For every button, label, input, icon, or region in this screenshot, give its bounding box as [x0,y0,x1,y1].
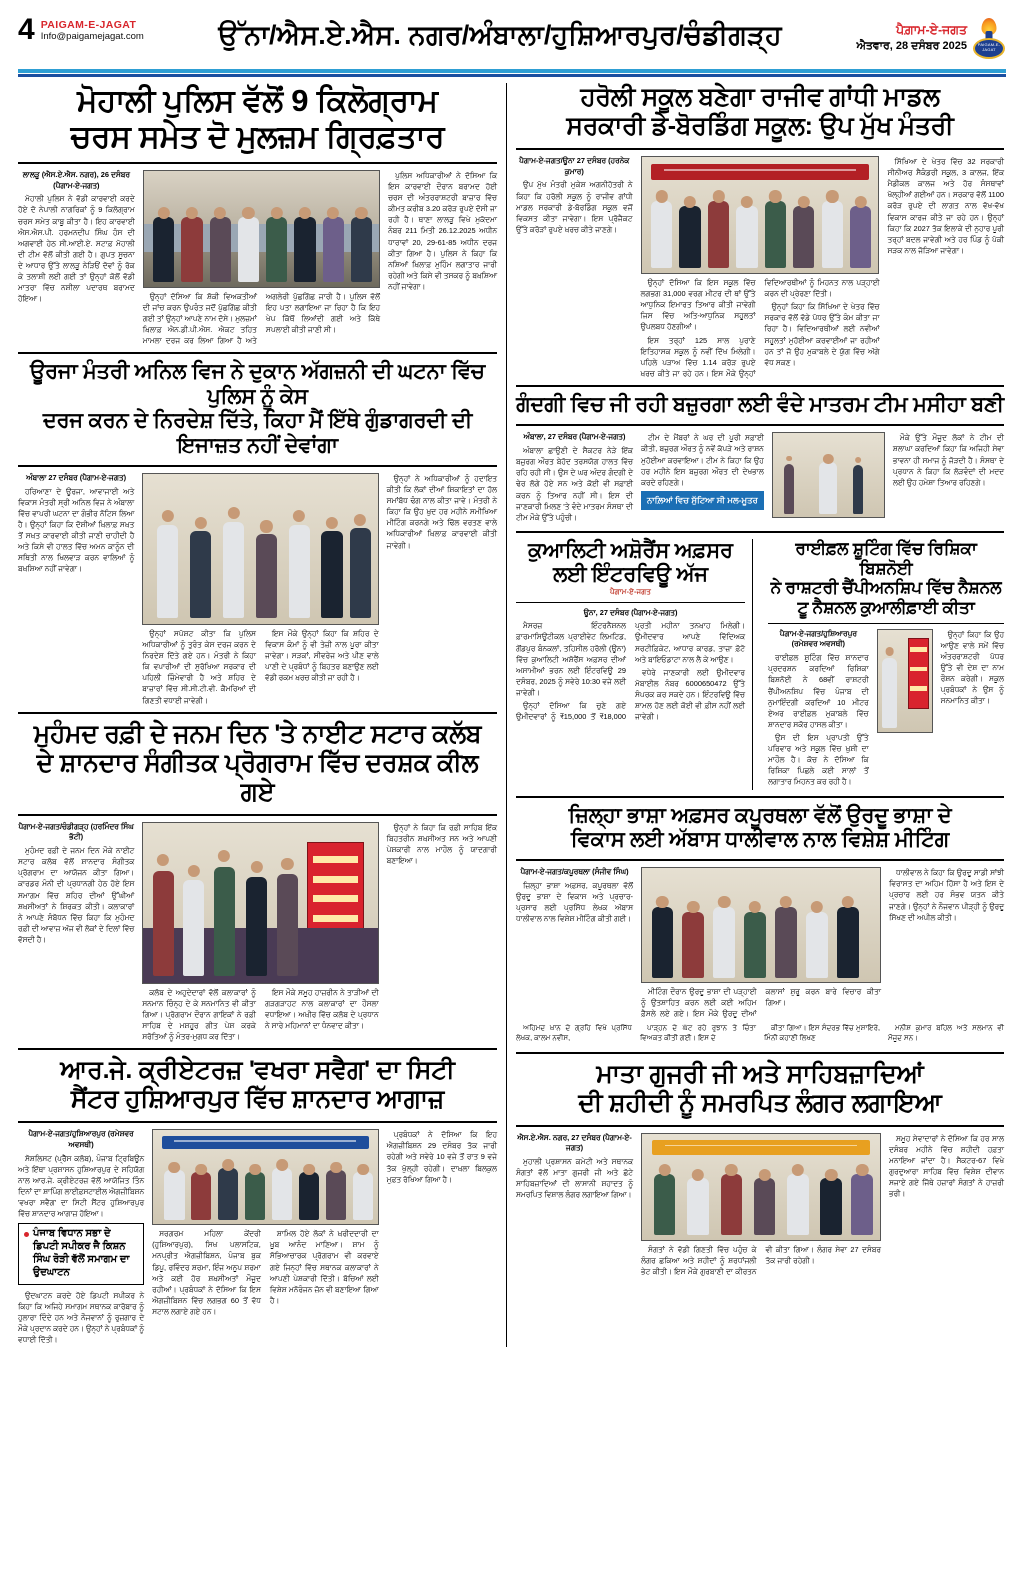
article-col-2 [941,629,1004,790]
article-photo [142,473,378,625]
article-photo [772,432,885,518]
article-col-1 [18,1129,144,1347]
paragraph: ਇਸ ਤਰ੍ਹਾਂ 125 ਸਾਲ ਪੁਰਾਣੇ ਇਤਿਹਾਸਕ ਸਕੂਲ ਨੂੰ ਨਵੀਂ ਦਿੱਖ ਮਿਲੇਗੀ। ਪਹਿਲੇ ਪੜਾਅ ਵਿੱਚ 1.14 ਕਰੋੜ ਰੁਪਏ ਖ਼ਰਚ ਕੀਤੇ ਜਾ ਰਹੇ ਹਨ। ਇਸ ਮੌਕੇ ਉਨ੍ਹਾਂ ਵਿਦਿਆਰਥੀਆਂ ਨੂੰ ਮਿਹਨਤ ਨਾਲ ਪੜ੍ਹਾਈ ਕਰਨ ਦੀ ਪ੍ਰੇਰਣਾ ਦਿੱਤੀ। [640,278,880,378]
article-media-col [641,156,880,379]
article-col-4 [387,822,497,1043]
masthead-logo-text-block [856,23,967,53]
headline-line-1: ਰਾਈਫ਼ਲ ਸ਼ੂਟਿੰਗ ਵਿੱਚ ਰਿਸ਼ਿਕਾ ਬਿਸ਼ਨੋਈ [795,538,977,578]
article-media-col [641,867,881,1019]
paragraph: ਮਨੀਸ਼ ਕੁਮਾਰ ਬਹਿਲ ਅਤੇ ਸਲਮਾਨ ਵੀ ਮੌਜੂਦ ਸਨ। [888,1023,1004,1043]
paragraph: ਸ਼ਾਮਿਲ ਹੋਏ ਲੋਕਾਂ ਨੇ ਖ਼ਰੀਦਦਾਰੀ ਦਾ ਖ਼ੂਬ ਆਨੰਦ ਮਾਣਿਆ। ਸ਼ਾਮ ਨੂੰ ਸੱਭਿਆਚਾਰਕ ਪ੍ਰੋਗਰਾਮ ਵੀ ਕਰਵਾਏ ਗਏ ਜਿਨ੍ਹਾਂ ਵਿੱਚ ਸਥਾਨਕ ਕਲਾਕਾਰਾਂ ਨੇ ਆਪਣੀ ਪੇਸ਼ਕਾਰੀ ਦਿੱਤੀ। ਬੱਚਿਆਂ ਲਈ ਵਿਸ਼ੇਸ਼ ਮਨੋਰੰਜਨ ਜ਼ੋਨ ਵੀ ਬਣਾਇਆ ਗਿਆ ਹੈ। [269,1229,379,1305]
paragraph: ਉਨ੍ਹਾਂ ਦੱਸਿਆ ਕਿ ਚੁਣੇ ਗਏ ਉਮੀਦਵਾਰਾਂ ਨੂੰ ₹15,000 ਤੋਂ ₹18,000 ਪ੍ਰਤੀ ਮਹੀਨਾ ਤਨਖ਼ਾਹ ਮਿਲੇਗੀ। ਉਮੀਦਵਾਰ ਆਪਣੇ ਵਿੱਦਿਅਕ ਸਰਟੀਫ਼ਿਕੇਟ, ਆਧਾਰ ਕਾਰਡ, ਤਾਜ਼ਾ ਫ਼ੋਟੋ ਅਤੇ ਬਾਇਓਡਾਟਾ ਨਾਲ ਲੈ ਕੇ ਆਉਣ। [516,621,745,722]
article-body [18,473,497,706]
headline-divider [516,859,1004,861]
paragraph: ਸੰਗਤਾਂ ਨੇ ਵੱਡੀ ਗਿਣਤੀ ਵਿੱਚ ਪਹੁੰਚ ਕੇ ਲੰਗਰ ਛਕਿਆ ਅਤੇ ਸ਼ਹੀਦਾਂ ਨੂੰ ਸ਼ਰਧਾਂਜਲੀ ਭੇਟ ਕੀਤੀ। ਇਸ ਮੌਕੇ ਗੁਰਬਾਣੀ ਦਾ ਕੀਰਤਨ ਵੀ ਕੀਤਾ ਗਿਆ। ਲੰਗਰ ਸੇਵਾ 27 ਦਸੰਬਰ ਤੱਕ ਜਾਰੀ ਰਹੇਗੀ। [641,1244,881,1276]
paragraph: ਸਮੂਹ ਸੇਵਾਦਾਰਾਂ ਨੇ ਦੱਸਿਆ ਕਿ ਹਰ ਸਾਲ ਦਸੰਬਰ ਮਹੀਨੇ ਵਿੱਚ ਸ਼ਹੀਦੀ ਹਫ਼ਤਾ ਮਨਾਇਆ ਜਾਂਦਾ ਹੈ। ਸੈਕਟਰ-67 ਵਿਖੇ ਗੁਰਦੁਆਰਾ ਸਾਹਿਬ ਵਿੱਚ ਵਿਸ਼ੇਸ਼ ਦੀਵਾਨ ਸਜਾਏ ਗਏ ਜਿੱਥੇ ਹਜ਼ਾਰਾਂ ਸੰਗਤਾਂ ਨੇ ਹਾਜ਼ਰੀ ਭਰੀ। [888,1133,1005,1199]
dateline: ਪੈਗਾਮ-ਏ-ਜਗਤ/ਹੁਸ਼ਿਆਰਪੁਰ (ਰਮੇਸ਼ਵਰ ਅਵਸਥੀ) [779,628,857,649]
article-media-col [142,822,378,1043]
callout-col [641,432,764,525]
article-col-1 [18,473,134,706]
headline-divider [18,1121,497,1123]
article-text-under-photo [142,628,378,706]
masthead-brand-block [41,16,144,42]
paragraph: ਉਨ੍ਹਾਂ ਕਿਹਾ ਕਿ ਉਹ ਆਉਣ ਵਾਲੇ ਸਮੇਂ ਵਿੱਚ ਅੰਤਰਰਾਸ਼ਟਰੀ ਪੱਧਰ ਉੱਤੇ ਵੀ ਦੇਸ਼ ਦਾ ਨਾਮ ਰੌਸ਼ਨ ਕਰੇਗੀ। ਸਕੂਲ ਪ੍ਰਬੰਧਕਾਂ ਨੇ ਉਸ ਨੂੰ ਸਨਮਾਨਿਤ ਕੀਤਾ। [940,629,1004,706]
article-col-1 [516,1133,633,1277]
headline-line-2: ਚਰਸ ਸਮੇਤ ਦੋ ਮੁਲਜ਼ਮ ਗ੍ਰਿਫ਼ਤਾਰ [70,118,445,154]
paragraph: ਉਨ੍ਹਾਂ ਦੱਸਿਆ ਕਿ ਇਸ ਸਕੂਲ ਵਿੱਚ ਲਗਭਗ 31,000 ਵਰਗ ਮੀਟਰ ਦੀ ਥਾਂ ਉੱਤੇ ਆਧੁਨਿਕ ਇਮਾਰਤ ਤਿਆਰ ਕੀਤੀ ਜਾਵੇਗੀ ਜਿਸ ਵਿੱਚ ਅਤਿ-ਆਧੁਨਿਕ ਸਹੂਲਤਾਂ ਉਪਲਬਧ ਹੋਣਗੀਆਂ। [640,278,756,332]
dateline: ਪੈਗਾਮ-ਏ-ਜਗਤ/ਊਨਾ 27 ਦਸੰਬਰ (ਹਰਨੇਕ ਕੁਮਾਰ) [519,156,630,176]
headline-line-1: ਮਾਤਾ ਗੁਜਰੀ ਜੀ ਅਤੇ ਸਾਹਿਬਜ਼ਾਦਿਆਂ [596,1059,924,1088]
credit-line: ਪੈਗਾਮ-ਏ-ਜਗਤ [609,588,652,596]
paragraph: ਪਾੜ੍ਹਨ ਦੇ ਘੱਟ ਰਹੇ ਰੁਝਾਨ ਤੇ ਚਿੰਤਾ ਵਿਅਕਤ ਕੀਤੀ ਗਈ। ਇਸ ਦੇ [640,1023,756,1043]
article-rafi-club [18,720,497,1043]
right-column [506,83,1004,1347]
headline-line-1: ਆਰ.ਜੇ. ਕ੍ਰੀਏਟਰਜ਼ 'ਵਖਰਾ ਸਵੈਗ' ਦਾ ਸਿਟੀ [60,1056,455,1085]
paragraph: ਪੁਲਿਸ ਅਧਿਕਾਰੀਆਂ ਨੇ ਦੱਸਿਆ ਕਿ ਇਸ ਕਾਰਵਾਈ ਦੌਰਾਨ ਬਰਾਮਦ ਹੋਈ ਚਰਸ ਦੀ ਅੰਤਰਰਾਸ਼ਟਰੀ ਬਾਜ਼ਾਰ ਵਿੱਚ ਕੀਮਤ ਕਰੀਬ 3.20 ਕਰੋੜ ਰੁਪਏ ਦੱਸੀ ਜਾ ਰਹੀ ਹੈ। ਥਾਣਾ ਲਾਲੜੂ ਵਿਖੇ ਮੁਕੱਦਮਾ ਨੰਬਰ 211 ਮਿਤੀ 26.12.2025 ਅਧੀਨ ਧਾਰਾਵਾਂ 20, 29-61-85 ਅਧੀਨ ਦਰਜ ਕੀਤਾ ਗਿਆ ਹੈ। ਪੁਲਿਸ ਨੇ ਕਿਹਾ ਕਿ ਨਸ਼ਿਆਂ ਖ਼ਿਲਾਫ਼ ਮੁਹਿੰਮ ਲਗਾਤਾਰ ਜਾਰੀ ਰਹੇਗੀ ਅਤੇ ਕਿਸੇ ਵੀ ਤਸਕਰ ਨੂੰ ਬਖ਼ਸ਼ਿਆ ਨਹੀਂ ਜਾਵੇਗਾ। [388,170,497,291]
article-photo [142,822,378,984]
paragraph: ਜ਼ਿਲ੍ਹਾ ਭਾਸ਼ਾ ਅਫ਼ਸਰ, ਕਪੂਰਥਲਾ ਵੱਲੋਂ ਉਰਦੂ ਭਾਸ਼ਾ ਦੇ ਵਿਕਾਸ ਅਤੇ ਪ੍ਰਚਾਰ-ਪ੍ਰਸਾਰ ਲਈ ਪ੍ਰਸਿੱਧ ਲੇਖਕ ਅੱਬਾਸ ਧਾਲੀਵਾਲ ਨਾਲ ਵਿਸ਼ੇਸ਼ ਮੀਟਿੰਗ ਕੀਤੀ ਗਈ। [516,880,634,924]
article-mata-gujri [516,1060,1004,1277]
logo-ring-text: PAIGAM-E-JAGAT [977,42,1001,52]
article-anil-vij [18,360,497,705]
paragraph: ਸਿੱਖਿਆ ਦੇ ਖੇਤਰ ਵਿੱਚ 32 ਸਰਕਾਰੀ ਸੀਨੀਅਰ ਸੈਕੰਡਰੀ ਸਕੂਲ, 3 ਕਾਲਜ, ਇੱਕ ਮੈਡੀਕਲ ਕਾਲਜ ਅਤੇ ਹੋਰ ਸੰਸਥਾਵਾਂ ਖੋਲ੍ਹੀਆਂ ਗਈਆਂ ਹਨ। ਸਰਕਾਰ ਵੱਲੋਂ 1100 ਕਰੋੜ ਰੁਪਏ ਦੀ ਲਾਗਤ ਨਾਲ ਵੱਖ-ਵੱਖ ਵਿਕਾਸ ਕਾਰਜ ਕੀਤੇ ਜਾ ਰਹੇ ਹਨ। ਉਨ੍ਹਾਂ ਕਿਹਾ ਕਿ 2027 ਤੱਕ ਇਲਾਕੇ ਦੀ ਨੁਹਾਰ ਪੂਰੀ ਤਰ੍ਹਾਂ ਬਦਲ ਜਾਵੇਗੀ ਅਤੇ ਹਰ ਪਿੰਡ ਨੂੰ ਪੱਕੀ ਸੜਕ ਨਾਲ ਜੋੜਿਆ ਜਾਵੇਗਾ। [887,157,1004,255]
article-body [18,1129,497,1347]
headline-line-2: ਲਈ ਇੰਟਰਵਿਊ ਅੱਜ [553,563,708,587]
article-body [516,432,1004,525]
logo-text-punjabi: ਪੈਗ਼ਾਮ-ਏ-ਜਗਤ [896,23,967,38]
headline-line-1: ਮੁਹੰਮਦ ਰਫ਼ੀ ਦੇ ਜਨਮ ਦਿਨ 'ਤੇ ਨਾਈਟ ਸਟਾਰ ਕਲੱਬ [33,719,482,748]
paragraph: ਧਾਲੀਵਾਲ ਨੇ ਕਿਹਾ ਕਿ ਉਰਦੂ ਸਾਡੀ ਸਾਂਝੀ ਵਿਰਾਸਤ ਦਾ ਅਹਿਮ ਹਿੱਸਾ ਹੈ ਅਤੇ ਇਸ ਦੇ ਪ੍ਰਚਾਰ ਲਈ ਹਰ ਸੰਭਵ ਯਤਨ ਕੀਤੇ ਜਾਣਗੇ। ਉਨ੍ਹਾਂ ਨੇ ਨੌਜਵਾਨ ਪੀੜ੍ਹੀ ਨੂੰ ਉਰਦੂ ਸਿੱਖਣ ਦੀ ਅਪੀਲ ਕੀਤੀ। [888,868,1005,922]
article-media-col [143,170,380,347]
article-body [18,170,497,347]
article-body [516,156,1004,379]
paragraph: ਉਨ੍ਹਾਂ ਸਪੱਸ਼ਟ ਕੀਤਾ ਕਿ ਪੁਲਿਸ ਅਧਿਕਾਰੀਆਂ ਨੂੰ ਤੁਰੰਤ ਕੇਸ ਦਰਜ ਕਰਨ ਦੇ ਨਿਰਦੇਸ਼ ਦਿੱਤੇ ਗਏ ਹਨ। ਮੰਤਰੀ ਨੇ ਕਿਹਾ ਕਿ ਵਪਾਰੀਆਂ ਦੀ ਸੁਰੱਖਿਆ ਸਰਕਾਰ ਦੀ ਪਹਿਲੀ ਜ਼ਿੰਮੇਵਾਰੀ ਹੈ ਅਤੇ ਸ਼ਹਿਰ ਦੇ ਬਾਜ਼ਾਰਾਂ ਵਿੱਚ ਸੀ.ਸੀ.ਟੀ.ਵੀ. ਕੈਮਰਿਆਂ ਦੀ ਗਿਣਤੀ ਵਧਾਈ ਜਾਵੇਗੀ। [142,628,256,705]
article-col-4 [387,473,497,706]
article-col-2 [641,432,764,488]
article-rifle-shooting [761,539,1004,790]
headline-divider [516,424,1004,426]
article-urdu-meeting [516,804,1004,1020]
dual-article-row [516,539,1004,790]
article-col-3 [388,170,497,347]
article-text-under-photo [641,277,880,379]
article-col-3 [887,156,1004,379]
event-poster [307,842,363,941]
paragraph: ਉਨ੍ਹਾਂ ਕਿਹਾ ਕਿ ਸਿੱਖਿਆ ਦੇ ਖੇਤਰ ਵਿੱਚ ਸਰਕਾਰ ਵੱਲੋਂ ਵੱਡੇ ਪੱਧਰ ਉੱਤੇ ਕੰਮ ਕੀਤਾ ਜਾ ਰਿਹਾ ਹੈ। ਵਿਦਿਆਰਥੀਆਂ ਲਈ ਨਵੀਆਂ ਸਹੂਲਤਾਂ ਮੁਹੱਈਆ ਕਰਵਾਈਆਂ ਜਾ ਰਹੀਆਂ ਹਨ ਤਾਂ ਜੋ ਉਹ ਮੁਕਾਬਲੇ ਦੇ ਯੁੱਗ ਵਿੱਚ ਅੱਗੇ ਵੱਧ ਸਕਣ। [764,302,880,367]
section-divider [516,385,1004,387]
paragraph: ਕਲੱਬ ਦੇ ਅਹੁਦੇਦਾਰਾਂ ਵੱਲੋਂ ਕਲਾਕਾਰਾਂ ਨੂੰ ਸਨਮਾਨ ਚਿੰਨ੍ਹ ਦੇ ਕੇ ਸਨਮਾਨਿਤ ਵੀ ਕੀਤਾ ਗਿਆ। ਪ੍ਰੋਗਰਾਮ ਦੌਰਾਨ ਗਾਇਕਾਂ ਨੇ ਰਫ਼ੀ ਸਾਹਿਬ ਦੇ ਮਸ਼ਹੂਰ ਗੀਤ ਪੇਸ਼ ਕਰਕੇ ਸਰੋਤਿਆਂ ਨੂੰ ਮੰਤਰ-ਮੁਗਧ ਕਰ ਦਿੱਤਾ। [142,987,256,1042]
article-col-1 [768,629,869,790]
headline-line-1: ਕੁਆਲਿਟੀ ਅਸ਼ੋਰੈਂਸ ਅਫ਼ਸਰ [528,538,733,562]
headline-line-2: ਦੀ ਸ਼ਹੀਦੀ ਨੂੰ ਸਮਰਪਿਤ ਲੰਗਰ ਲਗਾਇਆ [578,1088,942,1117]
paragraph: ਟੀਮ ਦੇ ਮੈਂਬਰਾਂ ਨੇ ਘਰ ਦੀ ਪੂਰੀ ਸਫ਼ਾਈ ਕੀਤੀ, ਬਜ਼ੁਰਗ ਔਰਤ ਨੂੰ ਨਵੇਂ ਕੱਪੜੇ ਅਤੇ ਰਾਸ਼ਨ ਮੁਹੱਈਆ ਕਰਵਾਇਆ। ਟੀਮ ਨੇ ਕਿਹਾ ਕਿ ਉਹ ਹਰ ਮਹੀਨੇ ਇਸ ਬਜ਼ੁਰਗ ਔਰਤ ਦੀ ਦੇਖਭਾਲ ਕਰਦੇ ਰਹਿਣਗੇ। [640,433,764,487]
article-media-col [142,473,378,706]
dateline: ਪੈਗਾਮ-ਏ-ਜਗਤ/ਹੁਸ਼ਿਆਰਪੁਰ (ਰਮੇਸ਼ਵਰ ਅਵਸਥੀ) [28,1129,134,1149]
paragraph: ਅਹਿਮਦ ਖ਼ਾਨ ਦੇ ਗ੍ਰਹਿ ਵਿਖੇ ਪ੍ਰਸਿੱਧ ਲੇਖਕ, ਕਾਲਮ ਨਵੀਸ, [516,1023,632,1043]
headline-line-1: ਜ਼ਿਲ੍ਹਾ ਭਾਸ਼ਾ ਅਫ਼ਸਰ ਕਪੂਰਥਲਾ ਵੱਲੋਂ ਉਰਦੂ ਭਾਸ਼ਾ ਦੇ [568,803,952,827]
article-vande-mataram [516,393,1004,525]
paragraph: ਅੰਬਾਲਾ ਛਾਉਣੀ ਦੇ ਸੈਕਟਰ ਨੇੜੇ ਇੱਕ ਬਜ਼ੁਰਗ ਔਰਤ ਬੇਹੱਦ ਤਰਸਯੋਗ ਹਾਲਤ ਵਿੱਚ ਰਹਿ ਰਹੀ ਸੀ। ਉਸ ਦੇ ਘਰ ਅੰਦਰ ਗੰਦਗੀ ਦੇ ਢੇਰ ਲੱਗੇ ਹੋਏ ਸਨ ਅਤੇ ਕੋਈ ਵੀ ਸਫ਼ਾਈ ਕਰਨ ਨੂੰ ਤਿਆਰ ਨਹੀਂ ਸੀ। ਇਸ ਦੀ ਜਾਣਕਾਰੀ ਮਿਲਣ 'ਤੇ ਵੰਦੇ ਮਾਤਰਮ ਸੰਸਥਾ ਦੀ ਟੀਮ ਮੌਕੇ ਉੱਤੇ ਪਹੁੰਚੀ। [516,446,633,522]
article-col-3 [893,432,1004,525]
event-banner [651,164,869,180]
article-col-1 [516,432,633,525]
article-text-under-photo [142,987,378,1043]
paragraph: ਮੁਹਾਲੀ ਪ੍ਰਸ਼ਾਸਨ ਕਮੇਟੀ ਅਤੇ ਸਥਾਨਕ ਸੰਗਤਾਂ ਵੱਲੋਂ ਮਾਤਾ ਗੁਜਰੀ ਜੀ ਅਤੇ ਛੋਟੇ ਸਾਹਿਬਜ਼ਾਦਿਆਂ ਦੀ ਲਾਸਾਨੀ ਸ਼ਹਾਦਤ ਨੂੰ ਸਮਰਪਿਤ ਵਿਸ਼ਾਲ ਲੰਗਰ ਲਗਾਇਆ ਗਿਆ। [516,1156,634,1200]
dateline: ਊਨਾ, 27 ਦਸੰਬਰ (ਪੈਗਾਮ-ਏ-ਜਗਤ) [583,607,678,617]
bullet-text: ਪੰਜਾਬ ਵਿਧਾਨ ਸਭਾ ਦੇ ਡਿਪਟੀ ਸਪੀਕਰ ਜੈ ਕਿਸ਼ਨ ਸਿੰਘ ਰੋੜੀ ਵੱਲੋਂ ਸਮਾਗਮ ਦਾ ਉਦਘਾਟਨ [33,1228,130,1278]
dateline: ਲਾਲੜੂ (ਐਸ.ਏ.ਐਸ. ਨਗਰ), 26 ਦਸੰਬਰ (ਪੈਗਾਮ-ਏ-ਜਗਤ) [22,169,130,190]
contact-email: Info@paigamejagat.com [40,31,144,43]
highlight-bullet-box [18,1223,144,1284]
article-text-under-photo [143,291,380,347]
headline-line-2: ਸੈਂਟਰ ਹੁਸ਼ਿਆਰਪੁਰ ਵਿੱਚ ਸ਼ਾਨਦਾਰ ਆਗਾਜ਼ [70,1085,445,1114]
paragraph: ਇਸ ਮੌਕੇ ਸਮੂਹ ਹਾਜ਼ਰੀਨ ਨੇ ਤਾੜੀਆਂ ਦੀ ਗੜਗੜਾਹਟ ਨਾਲ ਕਲਾਕਾਰਾਂ ਦਾ ਹੌਸਲਾ ਵਧਾਇਆ। ਅਖ਼ੀਰ ਵਿੱਚ ਕਲੱਬ ਦੇ ਪ੍ਰਧਾਨ ਨੇ ਸਾਰੇ ਮਹਿਮਾਨਾਂ ਦਾ ਧੰਨਵਾਦ ਕੀਤਾ। [264,987,379,1030]
article-photo [641,867,881,983]
masthead-rule-dark [18,74,1006,77]
headline-line-2: ਦੇ ਸ਼ਾਨਦਾਰ ਸੰਗੀਤਕ ਪ੍ਰੋਗਰਾਮ ਵਿੱਚ ਦਰਸ਼ਕ ਕੀਲ ਗਏ [36,748,479,806]
publication-date: ਐਤਵਾਰ, 28 ਦਸੰਬਰ 2025 [856,39,967,52]
paragraph: ਵਧੇਰੇ ਜਾਣਕਾਰੀ ਲਈ ਉਮੀਦਵਾਰ ਮੋਬਾਈਲ ਨੰਬਰ 6000650472 ਉੱਤੇ ਸੰਪਰਕ ਕਰ ਸਕਦੇ ਹਨ। ਇੰਟਰਵਿਊ ਵਿੱਚ ਸ਼ਾਮਲ ਹੋਣ ਲਈ ਕੋਈ ਵੀ ਫ਼ੀਸ ਨਹੀਂ ਲਈ ਜਾਵੇਗੀ। [635,667,745,722]
article-text-under-photo [641,986,881,1019]
torch-logo-icon [972,18,1006,58]
headline-line-3: ਟੂ ਨੈਸ਼ਨਲ ਕੁਆਲੀਫ਼ਾਈ ਕੀਤਾ [797,598,975,617]
article-photo [143,170,380,288]
paragraph: ਮੁਹੰਮਦ ਰਫ਼ੀ ਦੇ ਜਨਮ ਦਿਨ ਮੌਕੇ ਨਾਈਟ ਸਟਾਰ ਕਲੱਬ ਵੱਲੋਂ ਸ਼ਾਨਦਾਰ ਸੰਗੀਤਕ ਪ੍ਰੋਗਰਾਮ ਦਾ ਆਯੋਜਨ ਕੀਤਾ ਗਿਆ। ਕਾਰਡਰ ਮੰਨੀ ਦੀ ਪ੍ਰਧਾਨਗੀ ਹੇਠ ਹੋਏ ਇਸ ਸਮਾਗਮ ਵਿੱਚ ਸ਼ਹਿਰ ਦੀਆਂ ਉੱਘੀਆਂ ਸ਼ਖ਼ਸੀਅਤਾਂ ਨੇ ਸ਼ਿਰਕਤ ਕੀਤੀ। ਕਲਾਕਾਰਾਂ ਨੇ ਆਪਣੇ ਸੰਬੋਧਨ ਵਿੱਚ ਕਿਹਾ ਕਿ ਮੁਹੰਮਦ ਰਫ਼ੀ ਦੀ ਆਵਾਜ਼ ਅੱਜ ਵੀ ਲੋਕਾਂ ਦੇ ਦਿਲਾਂ ਵਿੱਚ ਵੱਸਦੀ ਹੈ। [18,846,135,944]
headline-line-2: ਨੇ ਰਾਸ਼ਟਰੀ ਚੈਂਪੀਅਨਸ਼ਿਪ ਵਿੱਚ ਨੈਸ਼ਨਲ [770,578,1002,598]
article-col-1 [18,170,135,347]
headline-divider [18,465,497,467]
paragraph: ਉਪ ਮੁੱਖ ਮੰਤਰੀ ਮੁਕੇਸ਼ ਅਗਨੀਹੋਤਰੀ ਨੇ ਕਿਹਾ ਕਿ ਹਰੋਲੀ ਸਕੂਲ ਨੂੰ ਰਾਜੀਵ ਗਾਂਧੀ ਮਾਡਲ ਸਰਕਾਰੀ ਡੇ-ਬੋਰਡਿੰਗ ਸਕੂਲ ਵਜੋਂ ਵਿਕਸਤ ਕੀਤਾ ਜਾਵੇਗਾ। ਇਸ ਪ੍ਰੋਜੈਕਟ ਉੱਤੇ ਕਰੋੜਾਂ ਰੁਪਏ ਖ਼ਰਚ ਕੀਤੇ ਜਾਣਗੇ। [516,180,633,234]
article-rj-creators [18,1056,497,1347]
paragraph: ਸਰਗਰਮ ਮਹਿਲਾ ਕੇਂਦਰੀ (ਹੁਸ਼ਿਆਰਪੁਰ), ਸਿਖ ਪਲਾਸਟਿਕ, ਮਨਪ੍ਰੀਤ ਐਗਜ਼ੀਬਿਸ਼ਨ, ਪੰਜਾਬ ਬੁਕ ਡਿਪੂ, ਰਵਿੰਦਰ ਸ਼ਰਮਾ, ਇੰਜ ਅਨੂਪ ਸ਼ਰਮਾ ਅਤੇ ਕਈ ਹੋਰ ਸ਼ਖ਼ਸੀਅਤਾਂ ਮੌਜੂਦ ਰਹੀਆਂ। ਪ੍ਰਬੰਧਕਾਂ ਨੇ ਦੱਸਿਆ ਕਿ ਇਸ ਐਗਜ਼ੀਬਿਸ਼ਨ ਵਿੱਚ ਲਗਭਗ 60 ਤੋਂ ਵੱਧ ਸਟਾਲ ਲਗਾਏ ਗਏ ਹਨ। [152,1229,261,1316]
section-divider [18,352,497,354]
paragraph: ਮੌਕੇ ਉੱਤੇ ਮੌਜੂਦ ਲੋਕਾਂ ਨੇ ਟੀਮ ਦੀ ਸ਼ਲਾਘਾ ਕਰਦਿਆਂ ਕਿਹਾ ਕਿ ਅਜਿਹੀ ਸੇਵਾ ਭਾਵਨਾ ਹੀ ਸਮਾਜ ਨੂੰ ਜੋੜਦੀ ਹੈ। ਸੰਸਥਾ ਦੇ ਪ੍ਰਧਾਨ ਨੇ ਕਿਹਾ ਕਿ ਲੋੜਵੰਦਾਂ ਦੀ ਮਦਦ ਲਈ ਉਹ ਹਮੇਸ਼ਾ ਤਿਆਰ ਰਹਿਣਗੇ। [892,433,1004,487]
page-body [18,83,1006,1347]
paragraph: ਪ੍ਰਬੰਧਕਾਂ ਨੇ ਦੱਸਿਆ ਕਿ ਇਹ ਐਗਜ਼ੀਬਿਸ਼ਨ 29 ਦਸੰਬਰ ਤੱਕ ਜਾਰੀ ਰਹੇਗੀ ਅਤੇ ਸਵੇਰੇ 10 ਵਜੇ ਤੋਂ ਰਾਤ 9 ਵਜੇ ਤੱਕ ਖੁੱਲ੍ਹੀ ਰਹੇਗੀ। ਦਾਖ਼ਲਾ ਬਿਲਕੁਲ ਮੁਫ਼ਤ ਰੱਖਿਆ ਗਿਆ ਹੈ। [386,1130,497,1184]
headline-divider [18,814,497,816]
dateline: ਐਸ.ਏ.ਐਸ. ਨਗਰ, 27 ਦਸੰਬਰ (ਪੈਗਾਮ-ਏ-ਜਗਤ) [517,1132,632,1153]
paragraph: ਉਨ੍ਹਾਂ ਦੱਸਿਆ ਕਿ ਸ਼ੱਕੀ ਵਿਅਕਤੀਆਂ ਦੀ ਜਾਂਚ ਕਰਨ ਉਪਰੰਤ ਜਦੋਂ ਪੁੱਛਗਿੱਛ ਕੀਤੀ ਗਈ ਤਾਂ ਉਨ੍ਹਾਂ ਆਪਣੇ ਨਾਮ ਦੱਸੇ। ਮੁਲਜ਼ਮਾਂ ਖ਼ਿਲਾਫ਼ ਐਨ.ਡੀ.ਪੀ.ਐਸ. ਐਕਟ ਤਹਿਤ ਮਾਮਲਾ ਦਰਜ ਕਰ ਲਿਆ ਗਿਆ ਹੈ ਅਤੇ ਅਗਲੇਰੀ ਪੁੱਛਗਿੱਛ ਜਾਰੀ ਹੈ। ਪੁਲਿਸ ਵੱਲੋਂ ਇਹ ਪਤਾ ਲਗਾਇਆ ਜਾ ਰਿਹਾ ਹੈ ਕਿ ਇਹ ਖੇਪ ਕਿੱਥੋਂ ਲਿਆਂਦੀ ਗਈ ਅਤੇ ਕਿੱਥੇ ਸਪਲਾਈ ਕੀਤੀ ਜਾਣੀ ਸੀ। [142,291,381,346]
article-col-1 [18,822,134,1043]
section-divider [18,712,497,714]
masthead-rule-blue [18,69,1006,73]
article-body [768,629,1004,790]
section-divider [18,1048,497,1050]
article-media-col [772,432,885,525]
headline-line-1: ਊਰਜਾ ਮੰਤਰੀ ਅਨਿਲ ਵਿਜ ਨੇ ਦੁਕਾਨ ਅੱਗਜ਼ਨੀ ਦੀ ਘਟਨਾ ਵਿੱਚ ਪੁਲਿਸ ਨੂੰ ਕੇਸ [30,360,485,408]
dateline: ਪੈਗਾਮ-ਏ-ਜਗਤ/ਚੰਡੀਗੜ੍ਹ (ਹਰਮਿੰਦਰ ਸਿੰਘ ਭੱਟੀ) [18,821,134,842]
section-divider [516,1052,1004,1054]
paragraph: ਸੋਸ਼ਲਿਸਟ (ਪ੍ਰੈੱਸ ਕਲੱਬ), ਪੰਜਾਬ ਟ੍ਰਿਬਿਊਨ ਅਤੇ ਇੱਥਾ ਪ੍ਰਸ਼ਾਸਨ ਹੁਸ਼ਿਆਰਪੁਰ ਦੇ ਸਹਿਯੋਗ ਨਾਲ ਆਰ.ਜੇ. ਕ੍ਰੀਏਟਰਜ਼ ਵੱਲੋਂ ਆਯੋਜਿਤ ਤਿੰਨ ਦਿਨਾਂ ਦਾ ਸ਼ਾਪਿੰਗ ਲਾਈਫ਼ਸਟਾਈਲ ਐਗਜ਼ੀਬਿਸ਼ਨ 'ਵਖਰਾ ਸਵੈਗ' ਦਾ ਸਿਟੀ ਸੈਂਟਰ ਹੁਸ਼ਿਆਰਪੁਰ ਵਿੱਚ ਸ਼ਾਨਦਾਰ ਆਗਾਜ਼ ਹੋਇਆ। [18,1153,145,1219]
page-number: 4 [18,13,35,46]
article-body [18,822,497,1043]
paragraph: ਰਾਈਫ਼ਲ ਸ਼ੂਟਿੰਗ ਵਿੱਚ ਸ਼ਾਨਦਾਰ ਪ੍ਰਦਰਸ਼ਨ ਕਰਦਿਆਂ ਰਿਸ਼ਿਕਾ ਬਿਸ਼ਨੋਈ ਨੇ 68ਵੀਂ ਰਾਸ਼ਟਰੀ ਚੈਂਪੀਅਨਸ਼ਿਪ ਵਿੱਚ ਪੰਜਾਬ ਦੀ ਨੁਮਾਇੰਦਗੀ ਕਰਦਿਆਂ 10 ਮੀਟਰ ਏਅਰ ਰਾਈਫ਼ਲ ਮੁਕਾਬਲੇ ਵਿੱਚ ਸ਼ਾਨਦਾਰ ਸਕੋਰ ਹਾਸਲ ਕੀਤਾ। [768,653,869,729]
article-col-3 [889,867,1004,1019]
dateline: ਅੰਬਾਲਾ 27 ਦਸੰਬਰ (ਪੈਗਾਮ-ਏ-ਜਗਤ) [26,472,127,482]
paragraph: ਹਰਿਆਣਾ ਦੇ ਊਰਜਾ, ਆਵਾਜਾਈ ਅਤੇ ਵਿਕਾਸ ਮੰਤਰੀ ਸ੍ਰੀ ਅਨਿਲ ਵਿਜ ਨੇ ਅੰਬਾਲਾ ਵਿੱਚ ਵਾਪਰੀ ਘਟਨਾ ਦਾ ਗੰਭੀਰ ਨੋਟਿਸ ਲਿਆ ਹੈ। ਉਨ੍ਹਾਂ ਕਿਹਾ ਕਿ ਦੋਸ਼ੀਆਂ ਖ਼ਿਲਾਫ਼ ਸਖ਼ਤ ਤੋਂ ਸਖ਼ਤ ਕਾਰਵਾਈ ਕੀਤੀ ਜਾਣੀ ਚਾਹੀਦੀ ਹੈ ਅਤੇ ਕਿਸੇ ਵੀ ਹਾਲਤ ਵਿੱਚ ਅਮਨ ਕਾਨੂੰਨ ਦੀ ਸਥਿਤੀ ਨਾਲ ਖਿਲਵਾੜ ਕਰਨ ਵਾਲਿਆਂ ਨੂੰ ਬਖ਼ਸ਼ਿਆ ਨਹੀਂ ਜਾਵੇਗਾ। [18,486,135,574]
paragraph: ਉਨ੍ਹਾਂ ਨੇ ਅਧਿਕਾਰੀਆਂ ਨੂੰ ਹਦਾਇਤ ਕੀਤੀ ਕਿ ਲੋਕਾਂ ਦੀਆਂ ਸ਼ਿਕਾਇਤਾਂ ਦਾ ਹੱਲ ਸਮਾਂਬੱਧ ਢੰਗ ਨਾਲ ਕੀਤਾ ਜਾਵੇ। ਮੰਤਰੀ ਨੇ ਕਿਹਾ ਕਿ ਉਹ ਖ਼ੁਦ ਹਰ ਮਹੀਨੇ ਸਮੀਖਿਆ ਮੀਟਿੰਗ ਕਰਨਗੇ ਅਤੇ ਢਿੱਲ ਵਰਤਣ ਵਾਲੇ ਅਧਿਕਾਰੀਆਂ ਖ਼ਿਲਾਫ਼ ਕਾਰਵਾਈ ਕੀਤੀ ਜਾਵੇਗੀ। [386,473,497,550]
headline-divider [516,602,745,603]
article-photo [877,629,933,733]
article-col-1-text-2 [18,1290,144,1346]
masthead-left [18,13,144,46]
article-col-1 [516,156,633,379]
paragraph: ਮੈਸਰਜ਼ ਇੰਟਰਨੈਸ਼ਨਲ ਫ਼ਾਰਮਾਸਿਊਟੀਕਲ ਪ੍ਰਾਈਵੇਟ ਲਿਮਟਿਡ, ਗੋਂਡਪੁਰ ਬੰਨਕਲਾਂ, ਤਹਿਸੀਲ ਹਰੋਲੀ (ਊਨਾ) ਵਿੱਚ ਕੁਆਲਿਟੀ ਅਸ਼ੋਰੈਂਸ ਅਫ਼ਸਰ ਦੀਆਂ ਅਸਾਮੀਆਂ ਭਰਨ ਲਈ ਇੰਟਰਵਿਊ 29 ਦਸੰਬਰ, 2025 ਨੂੰ ਸਵੇਰੇ 10:30 ਵਜੇ ਲਈ ਜਾਵੇਗੀ। [516,621,626,697]
masthead [18,13,1006,66]
article-photo [152,1129,379,1225]
article-photo [641,1133,881,1241]
article-haroli-school [516,83,1004,379]
section-divider [516,796,1004,798]
article-quality-officer [516,539,753,790]
paragraph: ਮੋਹਾਲੀ ਪੁਲਿਸ ਨੇ ਵੱਡੀ ਕਾਰਵਾਈ ਕਰਦੇ ਹੋਏ ਦੋ ਨੇਪਾਲੀ ਨਾਗਰਿਕਾਂ ਨੂੰ 9 ਕਿਲੋਗ੍ਰਾਮ ਚਰਸ ਸਮੇਤ ਕਾਬੂ ਕੀਤਾ ਹੈ। ਇਹ ਕਾਰਵਾਈ ਐਸ.ਐਸ.ਪੀ. ਹਰਮਨਦੀਪ ਸਿੰਘ ਹੰਸ ਦੀ ਅਗਵਾਈ ਹੇਠ ਸੀ.ਆਈ.ਏ. ਸਟਾਫ਼ ਮੋਹਾਲੀ ਦੀ ਟੀਮ ਵੱਲੋਂ ਕੀਤੀ ਗਈ ਹੈ। ਗੁਪਤ ਸੂਚਨਾ ਦੇ ਆਧਾਰ ਉੱਤੇ ਲਾਲੜੂ ਨੇੜਿਓਂ ਦੋਵਾਂ ਨੂੰ ਰੋਕ ਕੇ ਤਲਾਸ਼ੀ ਲਈ ਗਈ ਤਾਂ ਉਨ੍ਹਾਂ ਕੋਲੋਂ ਵੱਡੀ ਮਾਤਰਾ ਵਿੱਚ ਨਸ਼ੀਲਾ ਪਦਾਰਥ ਬਰਾਮਦ ਹੋਇਆ। [18,194,135,304]
left-column [18,83,506,1347]
edition-names: ਉੱਨਾ/ਐਸ.ਏ.ਐਸ. ਨਗਰ/ਅੰਬਾਲਾ/ਹੁਸ਼ਿਆਰਪੁਰ/ਚੰਡੀਗੜ੍ਹ [218,20,782,50]
paragraph: ਕੀਤਾ ਗਿਆ। ਇਸ ਸੰਦਰਭ ਵਿੱਚ ਮੁਸ਼ਾਇਰੇ, ਮਿੰਨੀ ਕਹਾਣੀ ਲਿਖਣ [764,1023,880,1043]
brand-name: PAIGAM-E-JAGAT [40,19,137,31]
article-mohali-drugs [18,83,497,346]
masthead-right [856,16,1006,58]
dateline: ਅੰਬਾਲਾ, 27 ਦਸੰਬਰ (ਪੈਗਾਮ-ਏ-ਜਗਤ) [523,432,626,442]
paragraph: ਇਸ ਮੌਕੇ ਉਨ੍ਹਾਂ ਕਿਹਾ ਕਿ ਸ਼ਹਿਰ ਦੇ ਵਿਕਾਸ ਕੰਮਾਂ ਨੂੰ ਵੀ ਤੇਜ਼ੀ ਨਾਲ ਪੂਰਾ ਕੀਤਾ ਜਾਵੇਗਾ। ਸੜਕਾਂ, ਸੀਵਰੇਜ ਅਤੇ ਪੀਣ ਵਾਲੇ ਪਾਣੀ ਦੇ ਪ੍ਰਬੰਧਾਂ ਨੂੰ ਬਿਹਤਰ ਬਣਾਉਣ ਲਈ ਵੱਡੀ ਰਕਮ ਖ਼ਰਚ ਕੀਤੀ ਜਾ ਰਹੀ ਹੈ। [264,628,379,683]
bullet-dot-icon [24,1232,29,1237]
article-columns [516,620,745,723]
paragraph: ਉਨ੍ਹਾਂ ਨੇ ਕਿਹਾ ਕਿ ਰਫ਼ੀ ਸਾਹਿਬ ਇੱਕ ਬਿਹਤਰੀਨ ਸ਼ਖ਼ਸੀਅਤ ਸਨ ਅਤੇ ਆਪਣੀ ਪੇਸ਼ਕਾਰੀ ਨਾਲ ਮਾਹੌਲ ਨੂੰ ਯਾਦਗਾਰੀ ਬਣਾਇਆ। [386,822,497,865]
headline-divider [768,623,1004,624]
headline-line-2: ਦਰਜ ਕਰਨ ਦੇ ਨਿਰਦੇਸ਼ ਦਿੱਤੇ, ਕਿਹਾ ਮੈਂ ਇੱਥੇ ਗੁੰਡਾਗਰਦੀ ਦੀ ਇਜਾਜ਼ਤ ਨਹੀਂ ਦੇਵਾਂਗਾ [42,409,473,457]
article-media-col [877,629,933,790]
event-banner [162,1136,369,1149]
paragraph: ਮੀਟਿੰਗ ਦੌਰਾਨ ਉਰਦੂ ਭਾਸ਼ਾ ਦੀ ਪੜ੍ਹਾਈ ਨੂੰ ਉਤਸ਼ਾਹਿਤ ਕਰਨ ਲਈ ਕਈ ਅਹਿਮ ਫ਼ੈਸਲੇ ਲਏ ਗਏ। ਇਸ ਮੌਕੇ ਉਰਦੂ ਦੀਆਂ ਕਲਾਸਾਂ ਸ਼ੁਰੂ ਕਰਨ ਬਾਰੇ ਵਿਚਾਰ ਕੀਤਾ ਗਿਆ। [641,987,881,1019]
article-col-4 [387,1129,497,1347]
headline-line-1: ਹਰੋਲੀ ਸਕੂਲ ਬਣੇਗਾ ਰਾਜੀਵ ਗਾਂਧੀ ਮਾਡਲ [580,83,940,111]
article-media-col [152,1129,379,1347]
article-body [516,867,1004,1019]
headline-divider [516,148,1004,150]
headline-line-2: ਵਿਕਾਸ ਲਈ ਅੱਬਾਸ ਧਾਲੀਵਾਲ ਨਾਲ ਵਿਸ਼ੇਸ਼ ਮੀਟਿੰਗ [570,827,950,851]
article-col-3 [889,1133,1004,1277]
article-photo [641,156,880,274]
callout-box: ਨਾਲ਼ਿਆਂ ਵਿਚ ਸੁੱਟਿਆ ਸੀ ਮਲ-ਮੂਤਰ [641,491,764,510]
continuation-strip [516,1023,1004,1046]
headline-divider [18,162,497,164]
article-media-col [641,1133,881,1277]
article-text-under-photo [152,1228,379,1317]
article-col-1-text [18,1129,144,1219]
article-body [516,608,745,724]
headline-divider [516,1125,1004,1127]
headline: ਗੰਦਗੀ ਵਿਚ ਜੀ ਰਹੀ ਬਜ਼ੁਰਗਾ ਲਈ ਵੰਦੇ ਮਾਤਰਮ ਟੀਮ ਮਸੀਹਾ ਬਣੀ [516,392,1004,416]
article-body [516,1133,1004,1277]
article-text-under-photo [641,1244,881,1277]
dateline: ਪੈਗਾਮ-ਏ-ਜਗਤ/ਕਪੂਰਥਲਾ (ਸੰਜੀਵ ਸਿੰਘ) [520,867,629,877]
headline-line-1: ਮੋਹਾਲੀ ਪੁਲਿਸ ਵੱਲੋਂ 9 ਕਿਲੋਗ੍ਰਾਮ [77,83,438,118]
headline-line-2: ਸਰਕਾਰੀ ਡੇ-ਬੋਰਡਿੰਗ ਸਕੂਲ: ਉਪ ਮੁੱਖ ਮੰਤਰੀ [566,112,954,140]
section-divider [516,531,1004,533]
paragraph: ਉਦਘਾਟਨ ਕਰਦੇ ਹੋਏ ਡਿਪਟੀ ਸਪੀਕਰ ਨੇ ਕਿਹਾ ਕਿ ਅਜਿਹੇ ਸਮਾਗਮ ਸਥਾਨਕ ਕਾਰੋਬਾਰ ਨੂੰ ਹੁਲਾਰਾ ਦਿੰਦੇ ਹਨ ਅਤੇ ਨੌਜਵਾਨਾਂ ਨੂੰ ਰੁਜ਼ਗਾਰ ਦੇ ਮੌਕੇ ਪ੍ਰਦਾਨ ਕਰਦੇ ਹਨ। ਉਨ੍ਹਾਂ ਨੇ ਪ੍ਰਬੰਧਕਾਂ ਨੂੰ ਵਧਾਈ ਦਿੱਤੀ। [18,1290,145,1344]
article-col-1 [516,867,633,1019]
paragraph: ਉਸ ਦੀ ਇਸ ਪ੍ਰਾਪਤੀ ਉੱਤੇ ਪਰਿਵਾਰ ਅਤੇ ਸਕੂਲ ਵਿੱਚ ਖ਼ੁਸ਼ੀ ਦਾ ਮਾਹੌਲ ਹੈ। ਕੋਚ ਨੇ ਦੱਸਿਆ ਕਿ ਰਿਸ਼ਿਕਾ ਪਿਛਲੇ ਕਈ ਸਾਲਾਂ ਤੋਂ ਲਗਾਤਾਰ ਮਿਹਨਤ ਕਰ ਰਹੀ ਹੈ। [768,732,869,787]
